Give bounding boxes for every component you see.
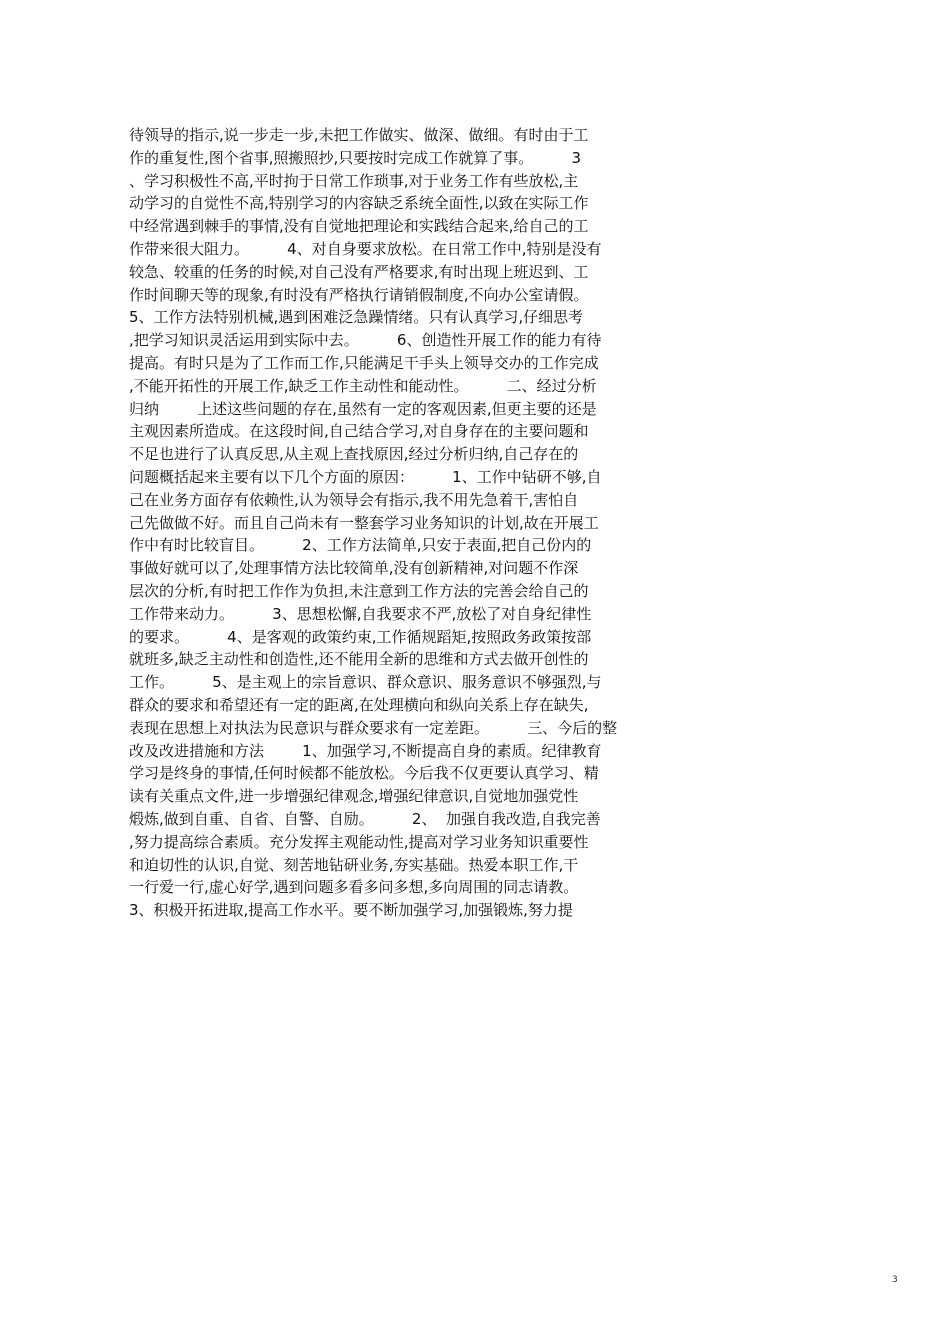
- text-line: 提高。有时只是为了工作而工作,只能满足干手头上领导交办的工作完成: [129, 353, 599, 372]
- text-line: 己先做做不好。而且自己尚未有一整套学习业务知识的计划,故在开展工: [129, 513, 599, 532]
- text-line: 读有关重点文件,进一步增强纪律观念,增强纪律意识,自觉地加强党性: [129, 787, 579, 806]
- text-line: 学习是终身的事情,任何时候都不能放松。今后我不仅更要认真学习、精: [129, 764, 599, 783]
- text-line: 较急、较重的任务的时候,对自己没有严格要求,有时出现上班迟到、工: [129, 262, 589, 281]
- text-line: 一行爱一行,虚心好学,遇到问题多看多问多想,多向周围的同志请教。: [129, 878, 579, 897]
- text-line: 煅炼,做到自重、自省、自警、自励。 2、 加强自我改造,自我完善: [129, 809, 601, 828]
- text-line: 作的重复性,图个省事,照搬照抄,只要按时完成工作就算了事。 3: [129, 148, 581, 167]
- text-line: 作时间聊天等的现象,有时没有严格执行请销假制度,不向办公室请假。: [129, 285, 589, 304]
- text-line: 层次的分析,有时把工作作为负担,未注意到工作方法的完善会给自己的: [129, 581, 589, 600]
- text-line: 5、工作方法特别机械,遇到困难泛急躁情绪。只有认真学习,仔细思考: [129, 308, 584, 327]
- text-line: 就班多,缺乏主动性和创造性,还不能用全新的思维和方式去做开创性的: [129, 650, 589, 669]
- text-line: 作中有时比较盲目。 2、工作方法简单,只安于表面,把自己份内的: [129, 536, 592, 555]
- text-line: ,努力提高综合素质。充分发挥主观能动性,提高对学习业务知识重要性: [129, 832, 589, 851]
- text-line: ,把学习知识灵活运用到实际中去。 6、创造性开展工作的能力有待: [129, 331, 602, 350]
- text-line: 中经常遇到棘手的事情,没有自觉地把理论和实践结合起来,给自己的工: [129, 217, 589, 236]
- text-line: 和迫切性的认识,自觉、刻苦地钻研业务,夯实基础。热爱本职工作,干: [129, 855, 579, 874]
- text-line: 的要求。 4、是客观的政策约束,工作循规蹈矩,按照政务政策按部: [129, 627, 592, 646]
- text-line: 己在业务方面存有依赖性,认为领导会有指示,我不用先急着干,害怕自: [129, 490, 579, 509]
- text-line: 改及改进措施和方法 1、加强学习,不断提高自身的素质。纪律教育: [129, 741, 602, 760]
- text-line: 主观因素所造成。在这段时间,自己结合学习,对自身存在的主要问题和: [129, 422, 589, 441]
- page-number: 3: [892, 1275, 898, 1285]
- text-line: 归纳 上述这些问题的存在,虽然有一定的客观因素,但更主要的还是: [129, 399, 597, 418]
- body-text: [129, 124, 649, 922]
- text-line: 动学习的自觉性不高,特别学习的内容缺乏系统全面性,以致在实际工作: [129, 194, 589, 213]
- text-line: 群众的要求和希望还有一定的距离,在处理横向和纵向关系上存在缺失,: [129, 695, 589, 714]
- text-line: 事做好就可以了,处理事情方法比较简单,没有创新精神,对问题不作深: [129, 559, 579, 578]
- text-line: 3、积极开拓进取,提高工作水平。要不断加强学习,加强锻炼,努力提: [129, 901, 573, 920]
- text-line: 待领导的指示,说一步走一步,未把工作做实、做深、做细。有时由于工: [129, 126, 589, 144]
- text-line: 不足也进行了认真反思,从主观上查找原因,经过分析归纳,自己存在的: [129, 445, 579, 464]
- text-line: 作带来很大阻力。 4、对自身要求放松。在日常工作中,特别是没有: [129, 239, 602, 258]
- text-line: 、学习积极性不高,平时拘于日常工作琐事,对于业务工作有些放松,主: [129, 171, 579, 190]
- text-line: ,不能开拓性的开展工作,缺乏工作主动性和能动性。 二、经过分析: [129, 376, 597, 395]
- text-line: 工作带来动力。 3、思想松懈,自我要求不严,放松了对自身纪律性: [129, 604, 592, 623]
- text-line: 工作。 5、是主观上的宗旨意识、群众意识、服务意识不够强烈,与: [129, 673, 602, 692]
- text-line: 表现在思想上对执法为民意识与群众要求有一定差距。 三、今后的整: [129, 718, 618, 737]
- text-line: 问题概括起来主要有以下几个方面的原因： 1、工作中钻研不够,自: [129, 467, 602, 486]
